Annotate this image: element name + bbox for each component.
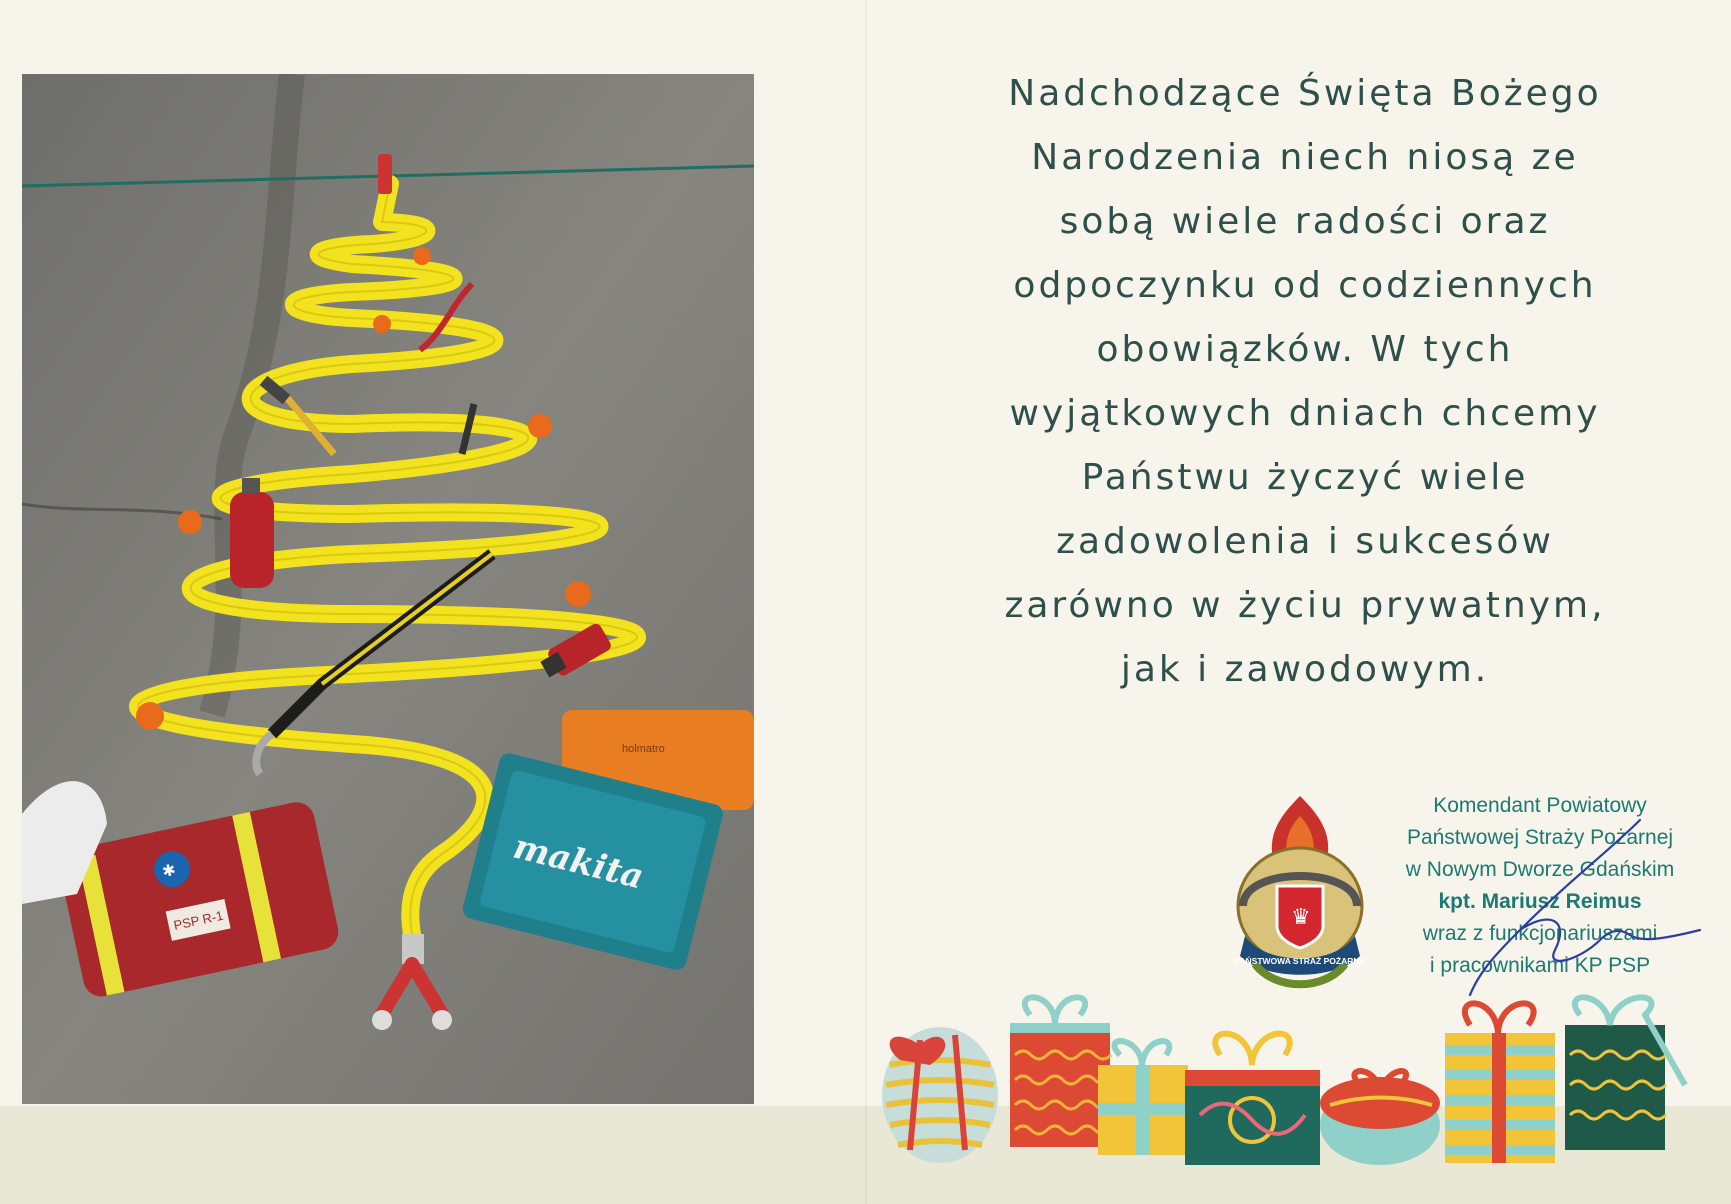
signature-location: w Nowym Dworze Gdańskim xyxy=(1405,858,1675,881)
greeting-line: odpoczynku od codziennych xyxy=(1013,265,1597,306)
greeting-line: sobą wiele radości oraz xyxy=(1059,201,1551,242)
greeting-line: obowiązków. W tych xyxy=(1096,329,1514,370)
gift-dark-green xyxy=(1565,997,1685,1150)
gift-red-wavy xyxy=(1010,997,1111,1147)
signature-closing: i pracownikami KP PSP xyxy=(1429,954,1651,977)
greeting-text xyxy=(925,62,1685,702)
bag-label: PSP R-1 xyxy=(172,907,225,933)
case-label: holmatro xyxy=(622,743,665,755)
signature-name: kpt. Mariusz Reimus xyxy=(1438,890,1642,913)
signature-closing: wraz z funkcjonariuszami xyxy=(1422,922,1658,945)
greeting-line: zadowolenia i sukcesów xyxy=(1056,521,1554,562)
greeting-line: Państwu życzyć wiele xyxy=(1081,457,1529,498)
greeting-line: Narodzenia niech niosą ze xyxy=(1031,137,1579,178)
psp-emblem xyxy=(1225,796,1375,996)
nozzle-top xyxy=(378,154,392,194)
gift-round-flat xyxy=(1320,1071,1440,1165)
card-fold xyxy=(865,0,867,1204)
christmas-tree-photo xyxy=(22,74,754,1104)
greeting-line: jak i zawodowym. xyxy=(1120,649,1490,690)
signature-title: Komendant Powiatowy xyxy=(1433,794,1647,817)
svg-text:♛: ♛ xyxy=(1291,905,1311,930)
gift-round-striped xyxy=(882,1027,998,1163)
greeting-line: zarówno w życiu prywatnym, xyxy=(1004,585,1606,626)
signature-institution: Państwowej Straży Pożarnej xyxy=(1406,826,1674,849)
svg-text:✱: ✱ xyxy=(160,859,178,882)
gifts-illustration xyxy=(880,985,1700,1175)
extinguisher xyxy=(230,492,274,588)
handwritten-signature xyxy=(1460,810,1720,1010)
gift-yellow xyxy=(1098,1041,1188,1155)
gift-striped-tall xyxy=(1445,1003,1555,1163)
greeting-line: Nadchodzące Święta Bożego xyxy=(1008,73,1602,114)
greeting-line: wyjątkowych dniach chcemy xyxy=(1009,393,1601,434)
gift-teal-ornament xyxy=(1185,1034,1320,1165)
makita-logo: makita xyxy=(509,826,648,898)
emblem-ribbon-text: PAŃSTWOWA STRAŻ POŻARNA xyxy=(1234,956,1366,966)
